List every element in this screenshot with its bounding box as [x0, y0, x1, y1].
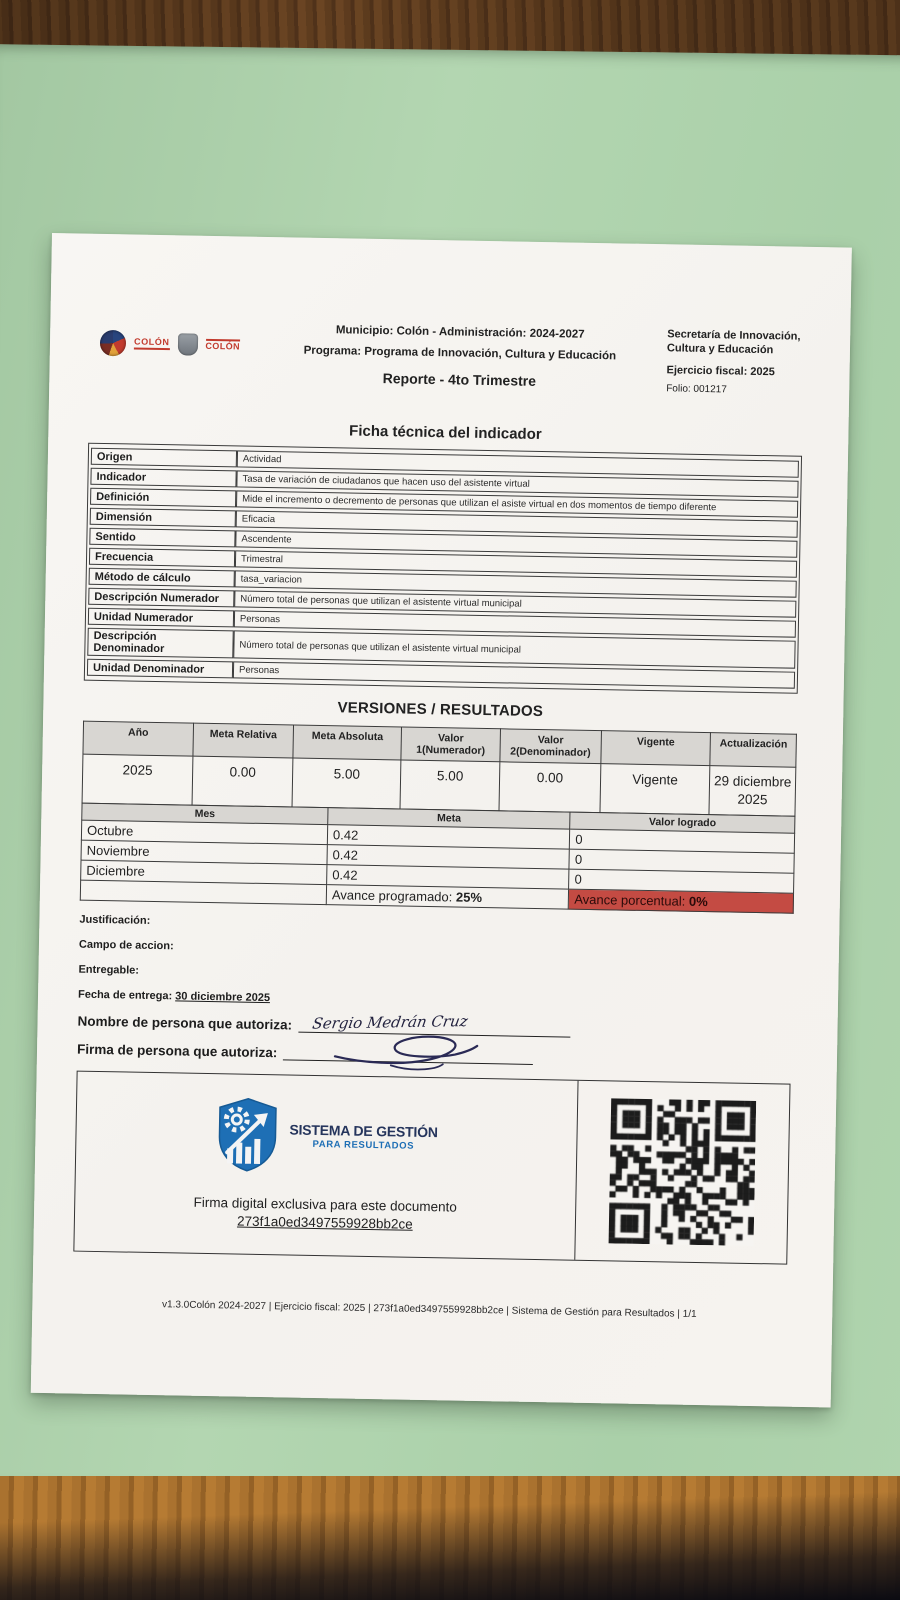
row-value: Mide el incremento o decremento de personas que utilizan el asiste virtual en dos momentos de tiempo diferente: [236, 490, 798, 517]
header-center-block: [257, 323, 662, 391]
cell-valor-logrado: 0: [569, 849, 794, 873]
digital-signature-box: [73, 1071, 790, 1265]
col-header: Valor logrado: [570, 812, 795, 833]
cell-meta: 0.42: [327, 865, 570, 889]
row-value: Eficacia: [236, 510, 798, 537]
cell-meta-absoluta: 5.00: [292, 758, 401, 809]
row-value: Trimestral: [235, 550, 797, 577]
row-label: Sentido: [89, 528, 235, 548]
avance-porcentual-cell: [569, 889, 794, 913]
qr-code: [609, 1099, 757, 1247]
document-header: [89, 318, 805, 423]
ficha-table: [84, 443, 802, 694]
firma-fill-line: [283, 1046, 533, 1066]
col-header: Meta: [328, 808, 571, 829]
row-label: Definición: [90, 488, 236, 508]
row-label: Unidad Numerador: [88, 608, 234, 628]
secretaria-line: Secretaría de Innovación, Cultura y Educación: [666, 328, 801, 356]
header-right-block: [666, 328, 804, 396]
cell-valor2: 0.00: [499, 762, 600, 813]
meses-table: [80, 803, 796, 914]
desk-wood-bottom: [0, 1476, 900, 1600]
handwritten-name: Sergio Medrán Cruz: [310, 1012, 469, 1033]
cell-valor1: 5.00: [400, 760, 500, 811]
col-header: Valor 2(Denominador): [500, 729, 601, 764]
digital-signature-left: [74, 1072, 577, 1260]
cell-mes: Diciembre: [81, 860, 327, 885]
row-label: Origen: [91, 448, 237, 468]
row-value: Ascendente: [235, 530, 797, 557]
versiones-title: VERSIONES / RESULTADOS: [337, 699, 544, 721]
handwritten-signature: [331, 1026, 482, 1073]
empty-cell: [80, 880, 326, 905]
row-value: tasa_variacion: [235, 570, 797, 597]
sgr-brand-line1: SISTEMA DE GESTIÓN: [289, 1121, 438, 1141]
cell-meta: 0.42: [327, 825, 570, 849]
fecha-entrega-value: 30 diciembre 2025: [175, 990, 271, 1005]
qr-panel: [574, 1081, 789, 1264]
sgr-shield-icon: [215, 1096, 280, 1173]
folio-line: Folio: 001217: [666, 382, 727, 395]
municipio-line: Municipio: Colón - Administración: 2024-2027: [335, 324, 585, 341]
colon-round-emblem-icon: [100, 330, 126, 356]
firma-autoriza-label: Firma de persona que autoriza:: [76, 1041, 278, 1061]
firma-autoriza-line: [77, 1042, 791, 1070]
cell-valor-logrado: 0: [570, 829, 795, 853]
row-label: Descripción Denominador: [87, 628, 233, 659]
colon-crest-icon: [177, 333, 197, 355]
ficha-title: Ficha técnica del indicador: [348, 422, 542, 444]
municipal-logos: [100, 330, 240, 359]
cell-mes: Octubre: [81, 820, 327, 845]
colon-logo-text: COLÓN: [134, 338, 170, 351]
row-value: Personas: [234, 610, 796, 637]
ejercicio-line: Ejercicio fiscal: 2025: [666, 363, 775, 378]
avance-porcentual-value: 0%: [688, 893, 708, 910]
col-header: Mes: [82, 803, 328, 825]
nombre-autoriza-label: Nombre de persona que autoriza:: [77, 1013, 293, 1033]
cell-meta-relativa: 0.00: [192, 756, 293, 807]
cell-actualizacion: 29 diciembre 2025: [709, 766, 795, 817]
col-header: Vigente: [600, 731, 710, 766]
document-footer: v1.3.0Colón 2024-2027 | Ejercicio fiscal: 2025 | 273f1a0ed3497559928bb2ce | Sistema de Gestión para Resultados | 1/1: [161, 1299, 697, 1321]
col-header: Valor 1(Numerador): [401, 727, 501, 762]
reporte-title: Reporte - 4to Trimestre: [382, 370, 537, 389]
row-value: Número total de personas que utilizan el asistente virtual municipal: [234, 590, 796, 617]
digital-signature-caption: Firma digital exclusiva para este documento: [193, 1194, 458, 1215]
avance-programado-cell: [326, 885, 569, 909]
avance-programado-label: Avance programado:: [331, 887, 457, 905]
justificacion-label: Justificación:: [79, 913, 151, 928]
cell-vigente: Vigente: [600, 764, 711, 815]
campo-accion-label: Campo de accion:: [78, 938, 174, 953]
row-value: Tasa de variación de ciudadanos que hacen uso del asistente virtual: [236, 470, 798, 497]
row-label: Método de cálculo: [89, 568, 235, 588]
avance-porcentual-label: Avance porcentual:: [574, 891, 690, 909]
avance-programado-value: 25%: [455, 889, 483, 906]
colon-crest-text: COLÓN: [205, 340, 241, 352]
col-header: Año: [83, 721, 193, 756]
digital-signature-hash: 273f1a0ed3497559928bb2ce: [236, 1213, 413, 1232]
row-label: Descripción Numerador: [88, 588, 234, 608]
col-header: Meta Relativa: [193, 723, 294, 758]
row-label: Dimensión: [90, 508, 236, 528]
versiones-table: [82, 721, 797, 818]
cell-meta: 0.42: [327, 845, 570, 869]
sgr-brand: [215, 1096, 439, 1176]
row-label: Frecuencia: [89, 548, 235, 568]
row-label: Indicador: [90, 468, 236, 488]
row-label: Unidad Denominador: [87, 659, 233, 679]
cell-valor-logrado: 0: [569, 869, 794, 893]
sgr-brand-line2: PARA RESULTADOS: [312, 1139, 415, 1152]
row-value: Personas: [233, 661, 795, 688]
cell-mes: Noviembre: [81, 840, 327, 865]
col-header: Actualización: [710, 733, 796, 768]
row-value: Actividad: [237, 450, 799, 477]
fecha-entrega-label: Fecha de entrega:: [77, 988, 176, 1003]
fecha-entrega-line: [78, 989, 792, 1014]
programa-line: Programa: Programa de Innovación, Cultura y Educación: [303, 344, 617, 363]
row-value: Número total de personas que utilizan el asistente virtual municipal: [233, 630, 795, 668]
entregable-label: Entregable:: [78, 963, 140, 977]
report-document: [31, 233, 852, 1407]
fields-section: [77, 914, 794, 1070]
cell-anio: 2025: [82, 754, 193, 805]
sgr-brand-text: [289, 1122, 438, 1153]
col-header: Meta Absoluta: [293, 725, 401, 760]
